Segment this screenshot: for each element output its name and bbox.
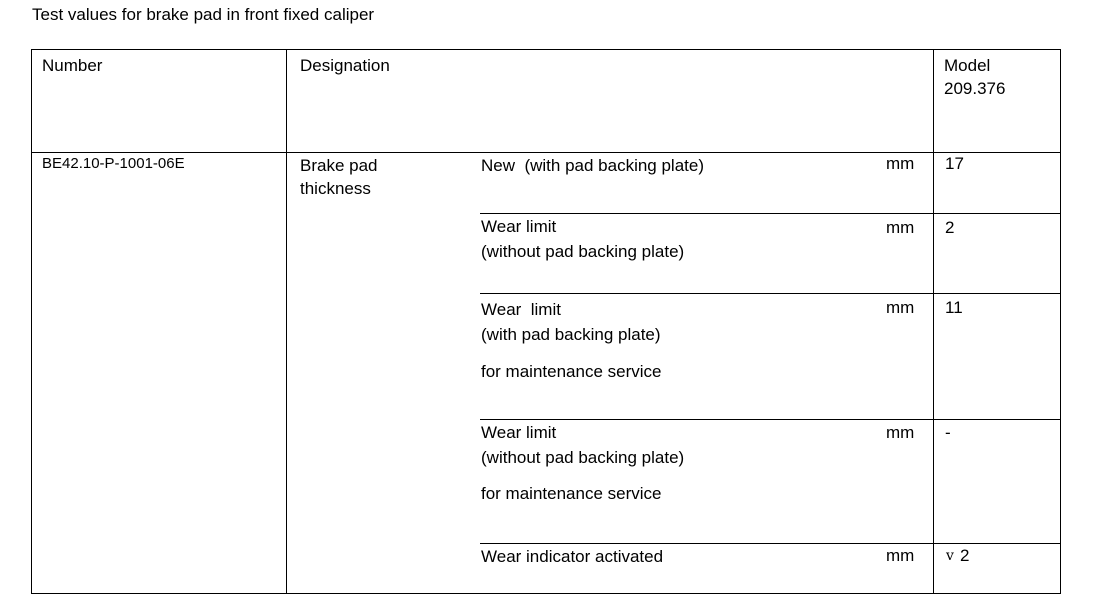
min-value-symbol: v	[946, 548, 954, 564]
row-description-line1: New (with pad backing plate)	[481, 156, 705, 175]
row-description-line3: for maintenance service	[481, 484, 662, 503]
row-divider-3	[480, 419, 1061, 420]
designation-label-line1: Brake pad	[300, 156, 378, 175]
row-value: 2	[945, 218, 955, 237]
row-description-line2: (without pad backing plate)	[481, 242, 685, 261]
row-unit: mm	[886, 154, 915, 173]
row-divider-2	[480, 293, 1061, 294]
header-designation: Designation	[300, 56, 390, 75]
row-description-line1: Wear limit	[481, 423, 557, 442]
table-top-border	[31, 49, 1061, 50]
row-description-line1: Wear limit	[481, 300, 561, 319]
header-number: Number	[42, 56, 103, 75]
table-right-border	[1060, 49, 1061, 594]
row-unit: mm	[886, 423, 915, 442]
row-value: 2	[960, 546, 970, 565]
table-left-border	[31, 49, 32, 594]
row-description-line1: Wear limit	[481, 217, 557, 236]
row-description-line3: for maintenance service	[481, 362, 662, 381]
table-bottom-border	[31, 593, 1061, 594]
column-divider-model	[933, 49, 934, 594]
row-value: -	[945, 423, 951, 442]
page-title: Test values for brake pad in front fixed caliper	[32, 5, 375, 24]
row-value: 17	[945, 154, 964, 173]
reference-number: BE42.10-P-1001-06E	[42, 155, 185, 172]
row-description-line1: Wear indicator activated	[481, 547, 664, 566]
row-divider-4	[480, 543, 1061, 544]
designation-label-line2: thickness	[300, 179, 371, 198]
row-unit: mm	[886, 218, 915, 237]
column-divider-number	[286, 49, 287, 594]
row-description-line2: (with pad backing plate)	[481, 325, 661, 344]
header-model-label: Model	[944, 56, 991, 75]
row-unit: mm	[886, 546, 915, 565]
row-unit: mm	[886, 298, 915, 317]
row-divider-1	[480, 213, 1061, 214]
row-value: 11	[945, 298, 963, 317]
header-model-number: 209.376	[944, 79, 1006, 98]
row-description-line2: (without pad backing plate)	[481, 448, 685, 467]
